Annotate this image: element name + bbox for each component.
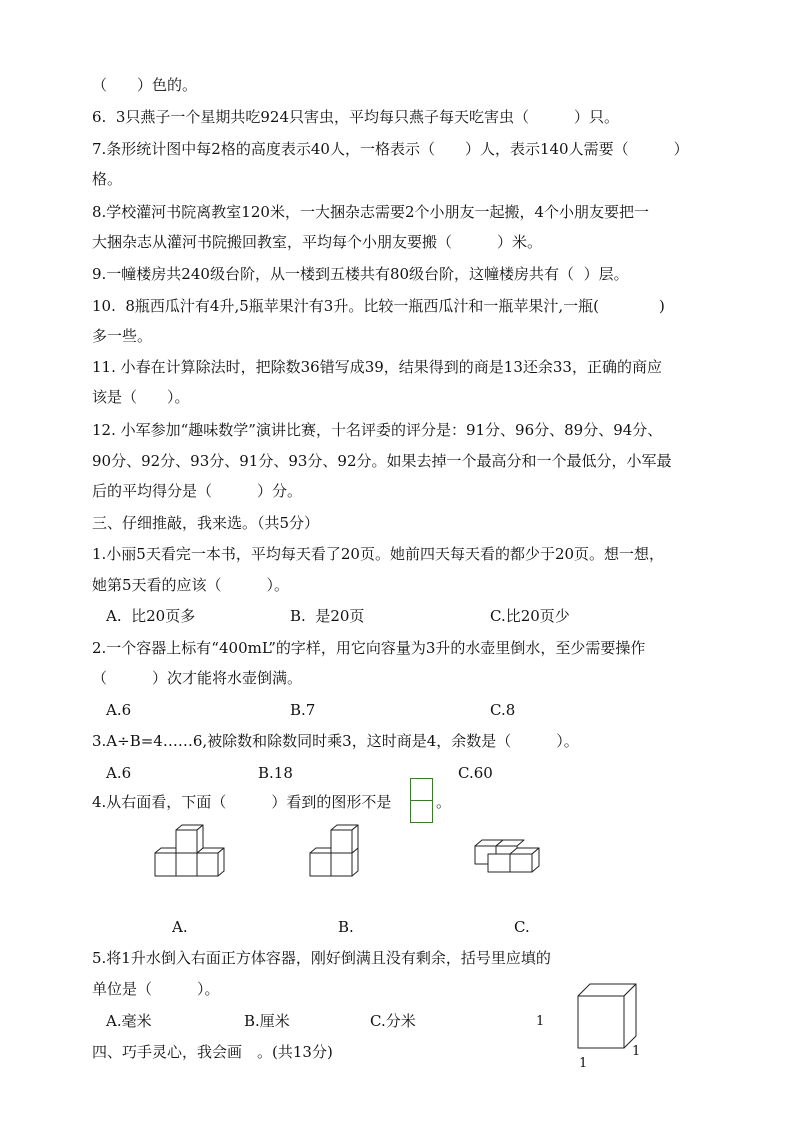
choice-5-option-a: A.毫米 bbox=[106, 1012, 152, 1030]
question-11-cont: 该是（ ）。 bbox=[92, 388, 190, 406]
choice-2-option-b: B.7 bbox=[290, 701, 316, 719]
question-8: 8.学校灌河书院离教室120米，一大捆杂志需要2个小朋友一起搬，4个小朋友要把一 bbox=[92, 203, 650, 221]
choice-4: 4.从右面看，下面（ ）看到的图形不是 bbox=[92, 793, 392, 811]
question-11: 11. 小春在计算除法时，把除数36错写成39，结果得到的商是13还余33，正确的商应 bbox=[92, 358, 662, 376]
cube-stack-b bbox=[305, 826, 365, 880]
question-9: 9.一幢楼房共240级台阶，从一楼到五楼共有80级台阶，这幢楼房共有（ ）层。 bbox=[92, 265, 629, 283]
choice-5: 5.将1升水倒入右面正方体容器，刚好倒满且没有剩余，括号里应填的 bbox=[92, 949, 551, 967]
question-8-cont: 大捆杂志从灌河书院搬回教室，平均每个小朋友要搬（ ）米。 bbox=[92, 233, 543, 251]
choice-4-label-c: C. bbox=[514, 918, 530, 936]
cube-edge-label-depth: 1 bbox=[632, 1044, 641, 1059]
question-12-cont2: 后的平均得分是（ ）分。 bbox=[92, 482, 303, 500]
choice-1-cont: 她第5天看的应该（ ）。 bbox=[92, 576, 290, 594]
cube-stack-a bbox=[150, 826, 232, 880]
choice-3-option-b: B.18 bbox=[258, 764, 293, 782]
question-10-cont: 多一些。 bbox=[92, 327, 153, 345]
choice-1-option-b: B. 是20页 bbox=[290, 607, 365, 625]
choice-4-label-b: B. bbox=[338, 918, 354, 936]
choice-3-option-a: A.6 bbox=[106, 764, 132, 782]
question-7-cont: 格。 bbox=[92, 170, 123, 188]
question-7: 7.条形统计图中每2格的高度表示40人，一格表示（ ）人，表示140人需要（ ） bbox=[92, 140, 689, 158]
choice-5-option-c: C.分米 bbox=[370, 1012, 416, 1030]
choice-4-label-a: A. bbox=[172, 918, 188, 936]
choice-4-suffix: 。 bbox=[436, 793, 452, 811]
section-4-heading: 四、巧手灵心，我会画 。(共13分) bbox=[92, 1043, 333, 1061]
question-12-cont: 90分、92分、93分、91分、93分、92分。如果去掉一个最高分和一个最低分，小军最 bbox=[92, 452, 672, 470]
choice-5-cont: 单位是（ ）。 bbox=[92, 980, 220, 998]
choice-3-option-c: C.60 bbox=[458, 764, 493, 782]
choice-2: 2.一个容器上标有“400mL”的字样，用它向容量为3升的水壶里倒水，至少需要操作 bbox=[92, 639, 646, 657]
q5-prev-tail: （ ）色的。 bbox=[92, 76, 198, 94]
choice-3: 3.A÷B=4……6,被除数和除数同时乘3，这时商是4，余数是（ ）。 bbox=[92, 732, 579, 750]
cube-edge-label-width: 1 bbox=[579, 1056, 588, 1071]
cube-stack-c bbox=[470, 836, 550, 880]
cube-container-figure bbox=[576, 982, 640, 1054]
choice-5-option-b: B.厘米 bbox=[244, 1012, 290, 1030]
choice-2-option-c: C.8 bbox=[490, 701, 516, 719]
choice-1-option-c: C.比20页少 bbox=[490, 607, 570, 625]
side-view-figure bbox=[410, 778, 434, 824]
choice-2-cont: （ ）次才能将水壶倒满。 bbox=[92, 669, 303, 687]
choice-1-option-a: A. 比20页多 bbox=[106, 607, 196, 625]
choice-1: 1.小丽5天看完一本书，平均每天看了20页。她前四天每天看的都少于20页。想一想， bbox=[92, 545, 665, 563]
section-3-heading: 三、仔细推敲，我来选。（共5分） bbox=[92, 514, 320, 532]
cube-edge-label-height: 1 bbox=[536, 1014, 545, 1029]
choice-2-option-a: A.6 bbox=[106, 701, 132, 719]
question-12: 12. 小军参加“趣味数学”演讲比赛，十名评委的评分是：91分、96分、89分、94分、 bbox=[92, 421, 663, 439]
question-10: 10. 8瓶西瓜汁有4升,5瓶苹果汁有3升。比较一瓶西瓜汁和一瓶苹果汁,一瓶( ) bbox=[92, 297, 665, 315]
question-6: 6. 3只燕子一个星期共吃924只害虫，平均每只燕子每天吃害虫（ ）只。 bbox=[92, 108, 620, 126]
